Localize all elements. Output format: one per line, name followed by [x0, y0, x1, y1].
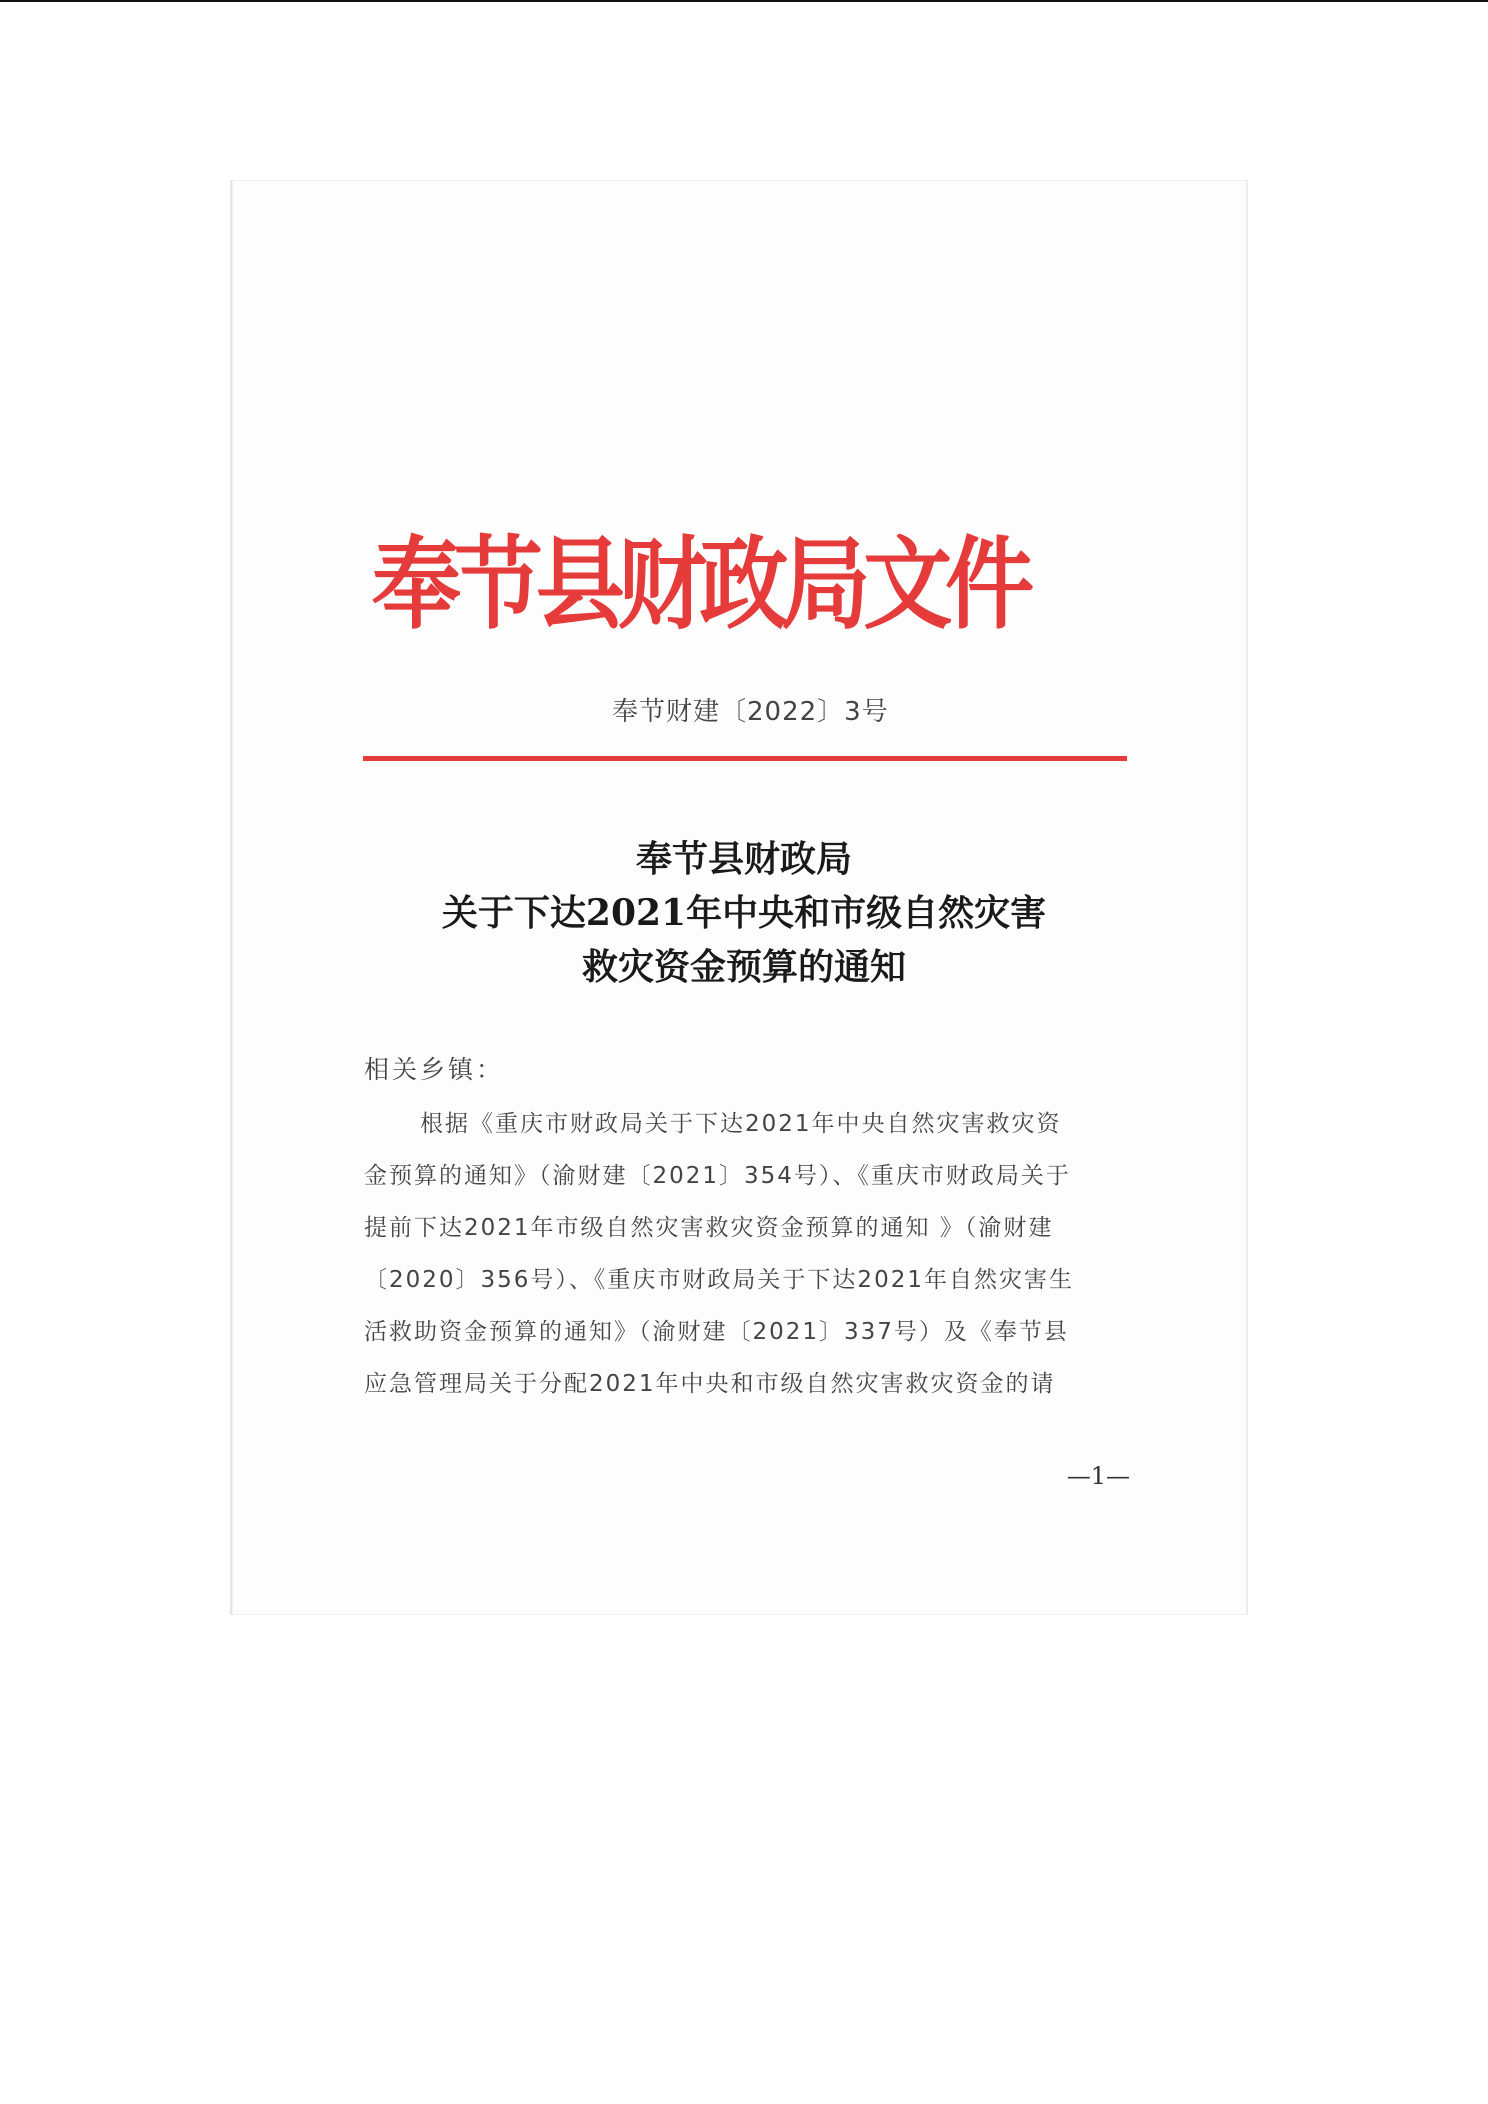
body-line: 提前下达2021年市级自然灾害救灾资金预算的通知 》（渝财建 [364, 1215, 1054, 1241]
scan-sheet-right-edge [1246, 180, 1248, 1615]
body-line: 应急管理局关于分配2021年中央和市级自然灾害救灾资金的请 [364, 1371, 1056, 1397]
document-number: 奉节财建〔2022〕3号 [612, 697, 889, 727]
title-line: 关于下达2021年中央和市级自然灾害 [441, 892, 1047, 934]
page-number: —1— [1066, 1462, 1130, 1490]
body-text [364, 1098, 1124, 1410]
body-line: 根据《重庆市财政局关于下达2021年中央自然灾害救灾资 [420, 1111, 1062, 1137]
document-masthead: 奉节县财政局文件 [372, 525, 1028, 643]
scan-top-edge [0, 0, 1488, 2]
body-line: 〔2020〕356号）、《重庆市财政局关于下达2021年自然灾害生 [364, 1267, 1074, 1293]
body-line: 金预算的通知》（渝财建〔2021〕354号）、《重庆市财政局关于 [364, 1163, 1071, 1189]
title-line: 奉节县财政局 [635, 838, 852, 880]
body-line: 活救助资金预算的通知》（渝财建〔2021〕337号）及《奉节县 [364, 1319, 1069, 1345]
document-title [300, 832, 1188, 994]
title-line: 救灾资金预算的通知 [581, 946, 906, 988]
salutation: 相关乡镇： [364, 1055, 505, 1084]
masthead-divider [363, 756, 1127, 761]
